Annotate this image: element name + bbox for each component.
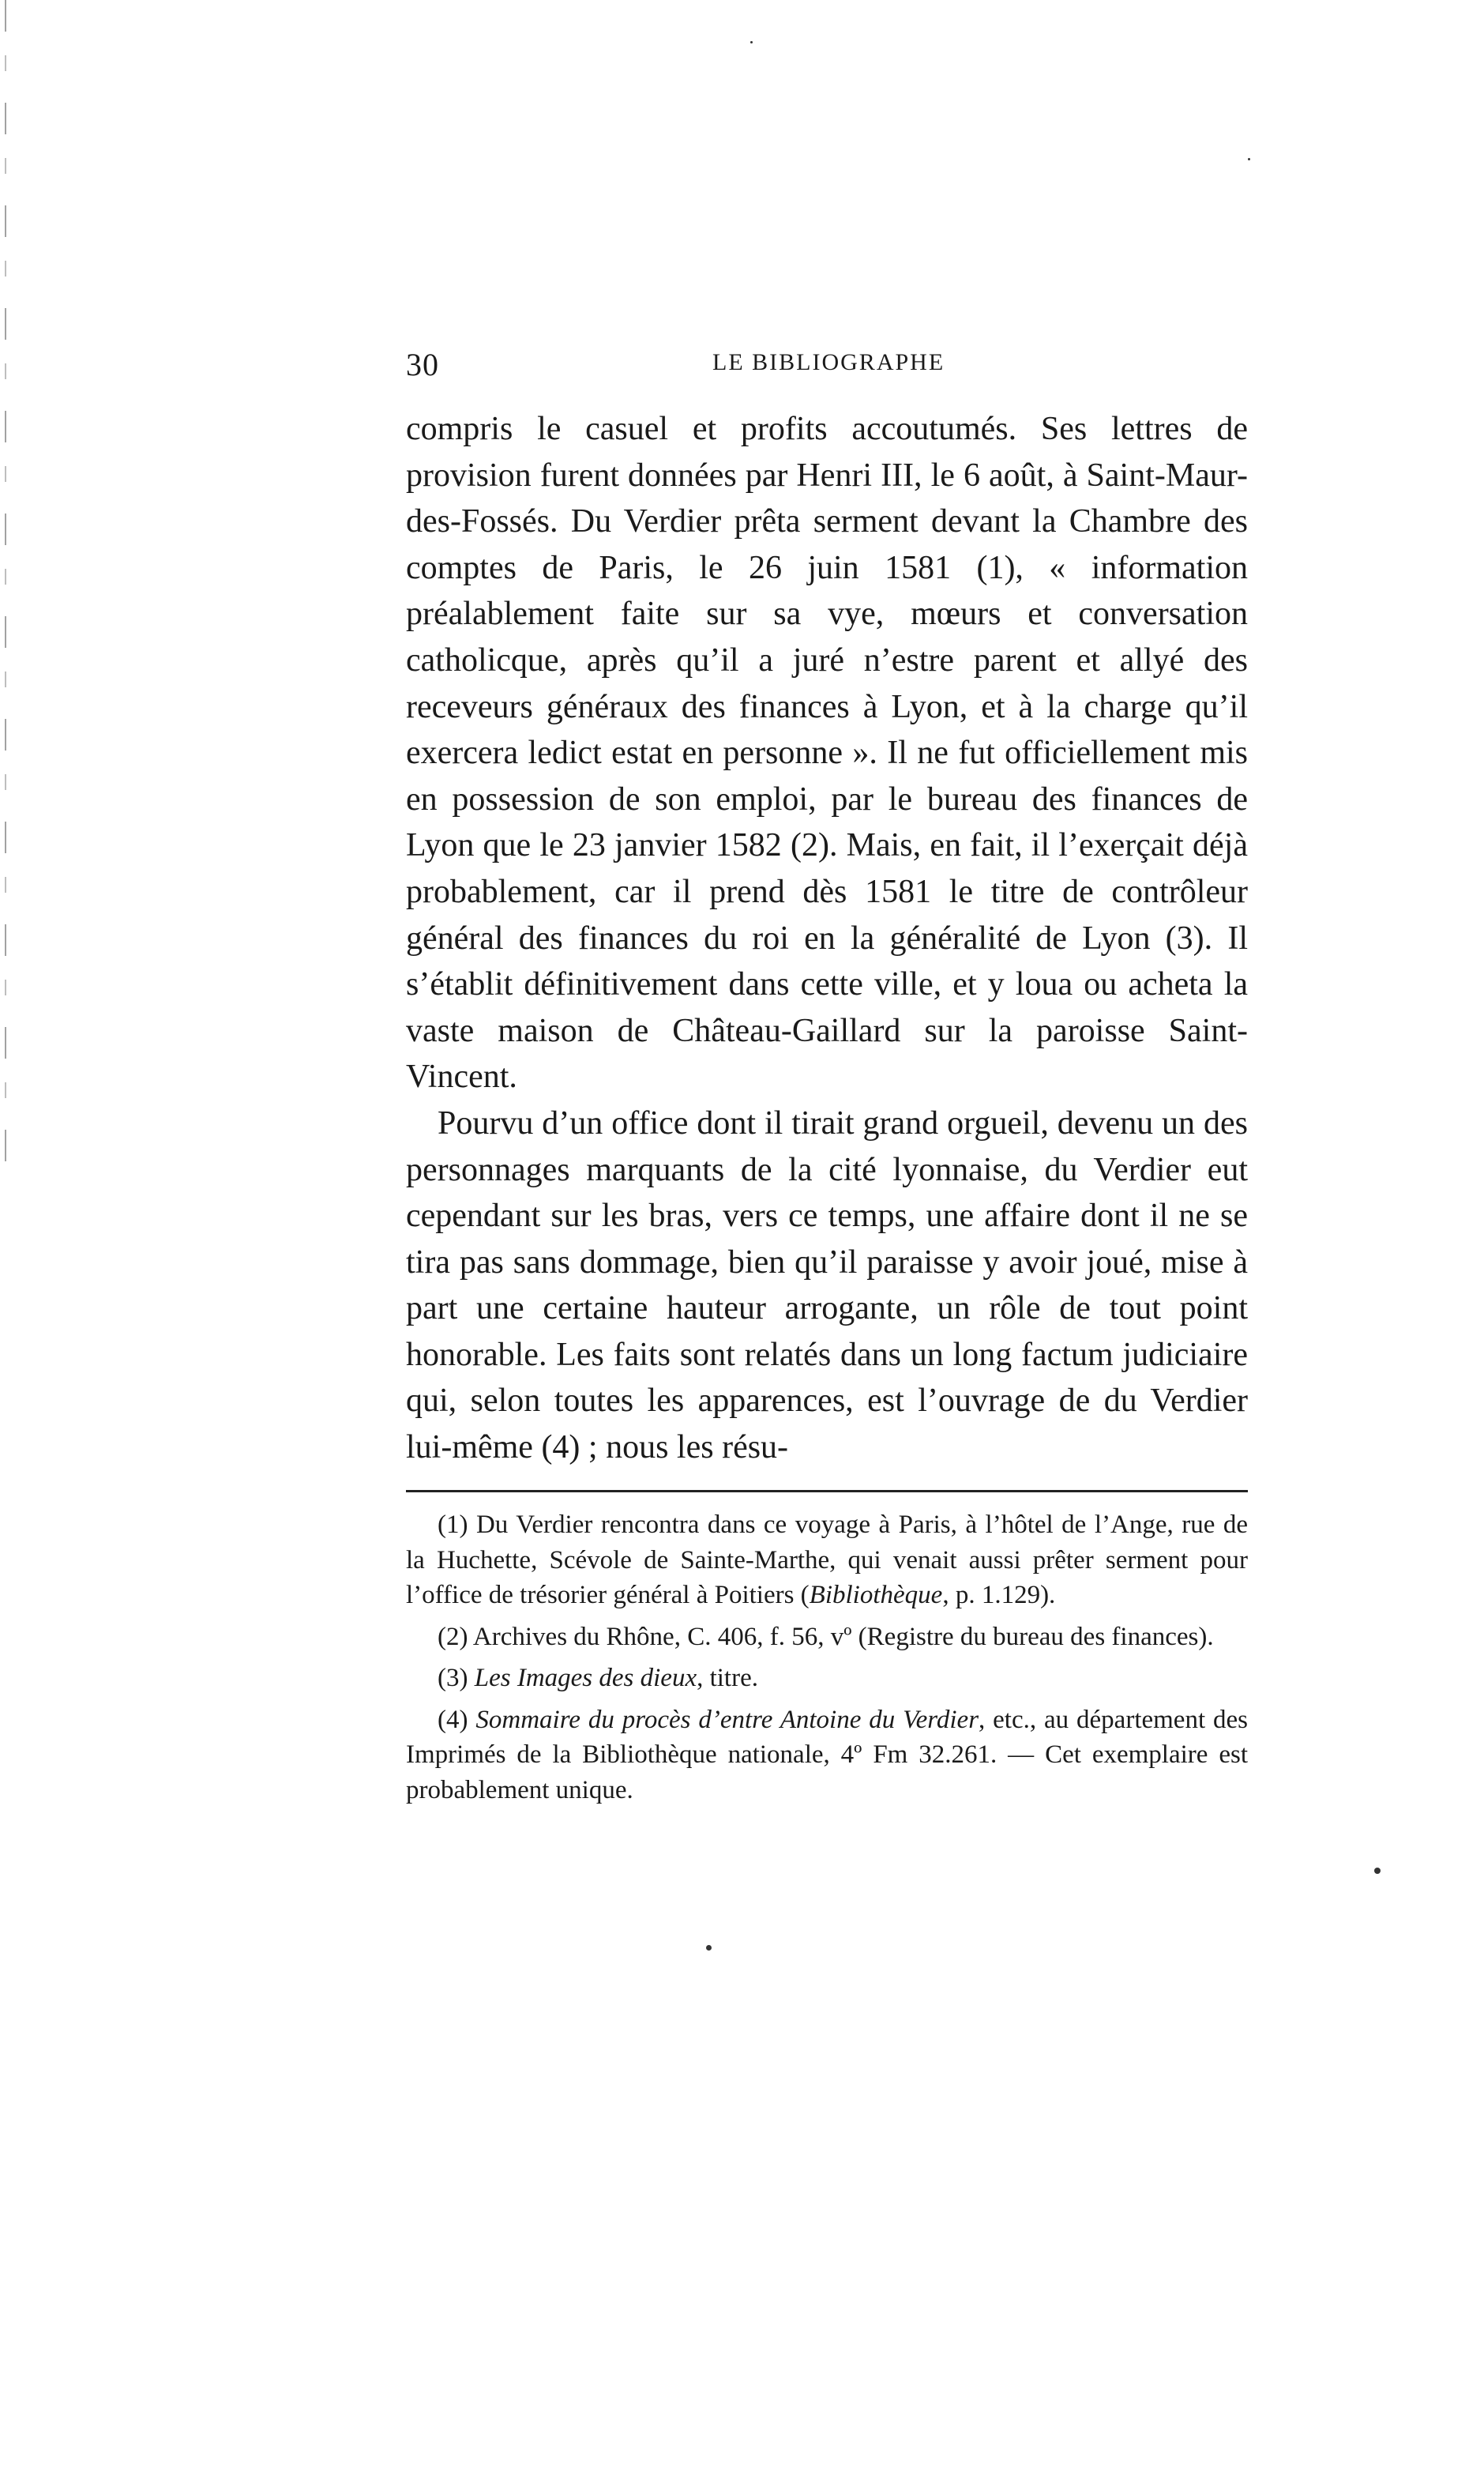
paragraph: Pourvu d’un office dont il tirait grand orgueil, devenu un des personnages marquants de la cité lyonnaise, du Verdier eut cependant sur les bras, vers ce temps, une affaire dont il ne se tira pas sans dommage, bien qu’il paraisse y avoir joué, mise à part une certaine hauteur arrogante, un rôle de tout point honorable. Les faits sont relatés dans un long factum judiciaire qui, selon toutes les apparences, est l’ouvrage de du Verdier lui-même (4) ; nous les résu- xyxy=(406,1104,1248,1466)
footnote-4 xyxy=(406,1702,1248,1808)
footnote-4-italic: Sommaire du procès d’entre Antoine du Verdier xyxy=(475,1705,979,1734)
footnote-3-lead: (3) xyxy=(438,1664,475,1692)
footnote-3-tail: , titre. xyxy=(697,1664,758,1692)
footnote-4-tail: , etc., au département des Imprimés de la Bibliothèque nationale, 4º Fm 32.261. — Cet exemplaire est probablement unique. xyxy=(406,1705,1248,1804)
footnote-3 xyxy=(406,1661,1248,1696)
ink-speck xyxy=(750,41,753,43)
paragraph: compris le casuel et profits accoutumés. Ses lettres de provision furent données par Henri III, le 6 août, à Saint-Maur-des-Fossés. Du Verdier prêta serment devant la Chambre des comptes de Paris, le 26 juin 1581 (1), « information préalablement faite sur sa vye, mœurs et conversation catholicque, après qu’il a juré n’estre parent et allyé des receveurs généraux des finances à Lyon, et à la charge qu’il exercera ledict estat en personne ». Il ne fut officiellement mis en possession de son emploi, par le bureau des finances de Lyon que le 23 janvier 1582 (2). Mais, en fait, il l’exerçait déjà probablement, car il prend dès 1581 le titre de contrôleur général des finances du roi en la généralité de Lyon (3). Il s’établit définitivement dans cette ville, et y loua ou acheta la vaste maison de Château-Gaillard sur la paroisse Saint-Vincent. xyxy=(406,411,1248,1096)
footnote-4-lead: (4) xyxy=(438,1705,476,1734)
footnote-3-italic: Les Images des dieux xyxy=(474,1664,697,1692)
footnote-2-text: (2) Archives du Rhône, C. 406, f. 56, vº (Registre du bureau des finances). xyxy=(438,1622,1214,1651)
body-text xyxy=(406,406,1248,1471)
footnote-1-text: (1) Du Verdier rencontra dans ce voyage à Paris, à l’hôtel de l’Ange, rue de la Huchette, Scévole de Sainte-Marthe, qui venait aussi prêter serment pour l’office de trésorier général à Poitiers ( xyxy=(406,1510,1248,1609)
scan-edge xyxy=(5,0,6,1185)
ink-speck xyxy=(706,1945,712,1951)
ink-speck xyxy=(1374,1868,1381,1874)
footnote-rule xyxy=(406,1490,1248,1492)
footnote-1 xyxy=(406,1507,1248,1613)
footnote-2 xyxy=(406,1620,1248,1655)
page-number: 30 xyxy=(406,347,439,382)
ink-speck xyxy=(1248,158,1250,160)
footnote-1-italic: Bibliothèque xyxy=(809,1581,943,1609)
footnote-1-tail: , p. 1.129). xyxy=(942,1581,1056,1609)
journal-title: LE BIBLIOGRAPHE xyxy=(712,349,945,375)
running-head xyxy=(406,346,1248,393)
footnotes xyxy=(406,1507,1248,1814)
